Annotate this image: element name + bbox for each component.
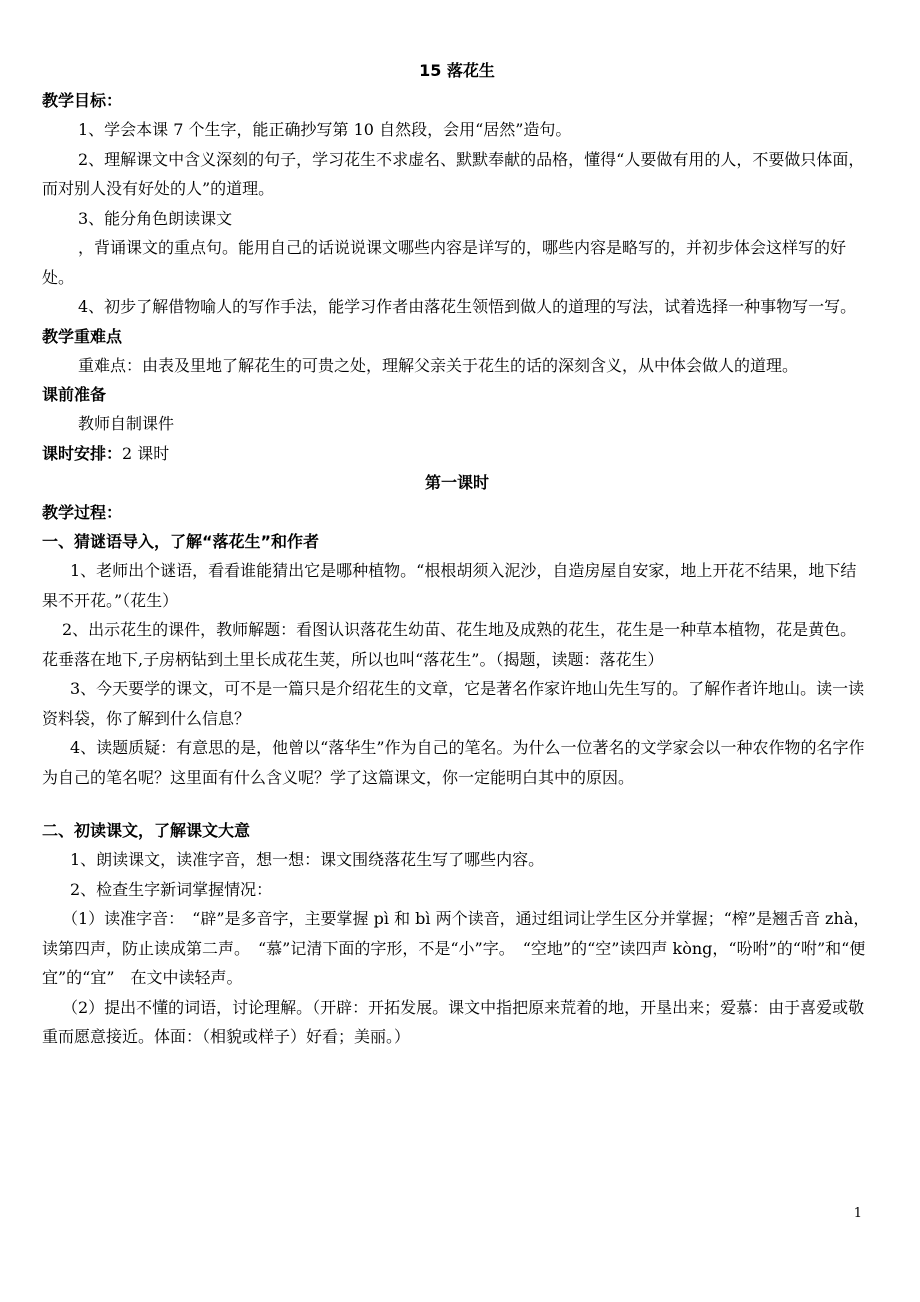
prep-heading: 课前准备: [42, 385, 107, 404]
schedule-line: [42, 439, 872, 469]
section2-item: （2）提出不懂的词语，讨论理解。（开辟：开拓发展。课文中指把原来荒着的地，开垦出来；爱慕：由于喜爱或敬重而愿意接近。体面：（相貌或样子）好看；美丽。）: [42, 997, 865, 1046]
section1-heading: 一、猜谜语导入，了解“落花生”和作者: [42, 532, 320, 551]
section2-item: 1、朗读课文，读准字音，想一想：课文围绕落花生写了哪些内容。: [70, 850, 545, 869]
process-heading: 教学过程：: [42, 503, 123, 522]
section2-item: 2、检查生字新词掌握情况：: [70, 879, 273, 899]
objective-item: 2、理解课文中含义深刻的句子，学习花生不求虚名、默默奉献的品格，懂得“人要做有用的人，不要做只体面，而对别人没有好处的人”的道理。: [42, 149, 865, 198]
document-page: [42, 56, 872, 1052]
section1-item: 2、出示花生的课件，教师解题：看图认识落花生幼苗、花生地及成熟的花生，花生是一种草本植物，花是黄色。花垂落在地下,子房柄钻到土里长成花生荚，所以也叫“落花生”。（揭题，读题：落花生）: [42, 620, 857, 669]
prep-text: 教师自制课件: [78, 414, 175, 433]
schedule-value: 2 课时: [122, 443, 170, 463]
section1-item: 4、读题质疑：有意思的是，他曾以“落华生”作为自己的笔名。为什么一位著名的文学家会以一种农作物的名字作为自己的笔名呢？这里面有什么含义呢？学了这篇课文，你一定能明白其中的原因。: [42, 738, 865, 787]
spacer: [42, 792, 872, 816]
schedule-label: 课时安排：: [42, 443, 123, 463]
section2-heading: 二、初读课文，了解课文大意: [42, 821, 251, 840]
objective-item: ，背诵课文的重点句。能用自己的话说说课文哪些内容是详写的，哪些内容是略写的，并初步体会这样写的好处。: [42, 238, 847, 287]
section1-item: 1、老师出个谜语，看看谁能猜出它是哪种植物。“根根胡须入泥沙，自造房屋自安家，地上开花不结果，地下结果不开花。”（花生）: [42, 561, 857, 610]
key-points-text: 重难点：由表及里地了解花生的可贵之处，理解父亲关于花生的话的深刻含义，从中体会做人的道理。: [78, 355, 799, 375]
page-number: 1: [853, 1206, 862, 1221]
document-title: 15 落花生: [419, 61, 495, 80]
objectives-heading: 教学目标：: [42, 91, 123, 110]
objective-item: 4、初步了解借物喻人的写作手法，能学习作者由落花生领悟到做人的道理的写法，试着选择一种事物写一写。: [78, 297, 857, 316]
objective-item: 1、学会本课 7 个生字，能正确抄写第 10 自然段，会用“居然”造句。: [78, 120, 572, 139]
key-points-heading: 教学重难点: [42, 326, 123, 346]
section1-item: 3、今天要学的课文，可不是一篇只是介绍花生的文章，它是著名作家许地山先生写的。了解作者许地山。读一读资料袋，你了解到什么信息？: [42, 679, 865, 728]
section2-item: （1）读准字音： “辟”是多音字，主要掌握 pì 和 bì 两个读音，通过组词让学生区分并掌握；“榨”是翘舌音 zhà，读第四声，防止读成第二声。 “慕”记清下面的字形，不是“小”字。 “空地”的“空”读四声 kòng，“吩咐”的“咐”和“便宜”的“宜” 在文中读轻声。: [42, 909, 870, 987]
lesson-title: 第一课时: [424, 473, 489, 492]
objective-item: 3、能分角色朗读课文: [78, 208, 233, 228]
